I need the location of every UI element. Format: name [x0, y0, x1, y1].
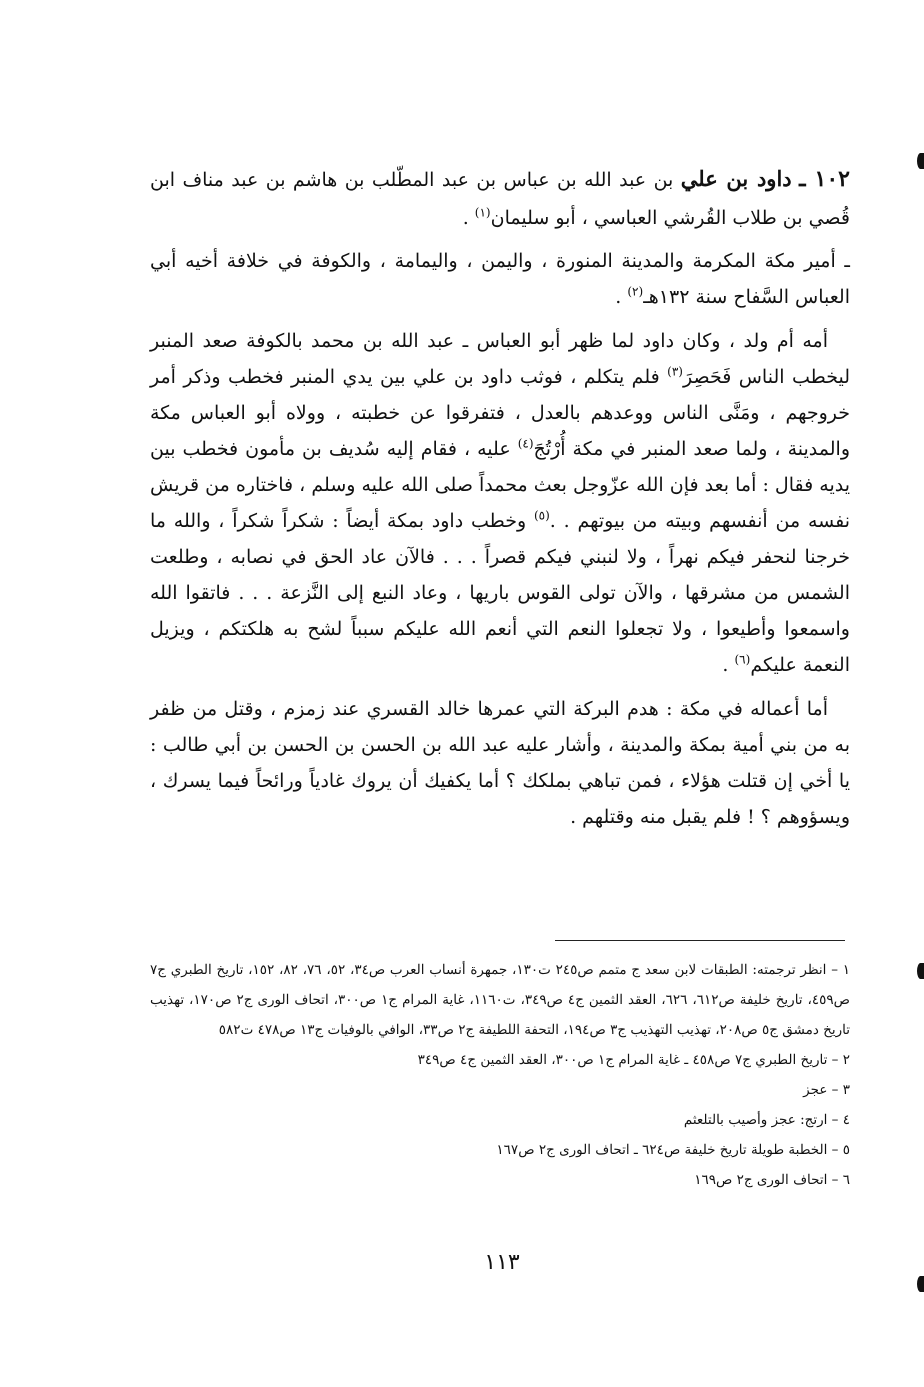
footnote-ref-2[interactable]: (٢)	[627, 284, 644, 299]
paragraph-governorship	[150, 243, 850, 315]
entry-heading	[150, 160, 850, 237]
footnote-3: ٣ – عجز	[803, 1082, 850, 1098]
paragraph-deeds-text: أما أعماله في مكة : هدم البركة التي عمرها خالد القسري عند زمزم ، وقتل من ظفر به من بني أمية بمكة والمدينة ، وأشار عليه عبد الله بن الحسن بن الحسن بن أبي طالب : يا أخي إن قتلت هؤلاء ، فمن تباهي بملكك ؟ أما يكفيك أن يروك غادياً ورائحاً فيما يسرك ، ويسؤوهم ؟ ! فلم يقبل منه وقتلهم .	[150, 698, 850, 828]
main-text	[150, 160, 850, 843]
entry-name: داود بن علي	[680, 166, 792, 191]
paragraph-governorship-text: ـ أمير مكة المكرمة والمدينة المنورة ، واليمن ، واليمامة ، والكوفة في خلافة أخيه أبي العباس السَّفاح سنة ١٣٢هـ	[150, 250, 850, 308]
footnote-1: ١ – انظر ترجمته: الطبقات لابن سعد ج متمم ص٢٤٥ ت١٣٠، جمهرة أنساب العرب ص٣٤، ٥٢، ٧٦، ٨٢، ١٥٢، تاريخ الطبري ج٧ ص٤٥٩، تاريخ خليفة ص٦١٢، ٦٢٦، العقد الثمين ج٤ ص٣٤٩، ت١١٦٠، غاية المرام ج١ ص٣٠٠، اتحاف الورى ج٢ ص١٧٠، تهذيب تاريخ دمشق ج٥ ص٢٠٨، تهذيب التهذيب ج٣ ص١٩٤، التحفة اللطيفة ج٢ ص٣٣، الوافي بالوفيات ج١٣ ص٤٧٨ ت٥٨٢	[150, 962, 850, 1038]
paragraph-biography	[150, 323, 850, 683]
footnote-5: ٥ – الخطبة طويلة تاريخ خليفة ص٦٢٤ ـ اتحاف الورى ج٢ ص١٦٧	[496, 1142, 850, 1158]
page-number: ١١٣	[484, 1250, 520, 1275]
paragraph-biography-part-c: عليه ، فقام إليه سُديف بن مأمون فخطب بين يديه فقال : أما بعد فإن الله عزّوجل بعث محمداً صلى الله عليه وسلم ، فاختاره من قريش نفسه من أنفسهم وبيته من بيوتهم . .	[150, 438, 850, 532]
entry-number: ١٠٢ ـ	[799, 166, 850, 192]
footnote-ref-5[interactable]: (٥)	[533, 508, 550, 523]
margin-mark-bottom	[917, 1276, 924, 1292]
paragraph-biography-part-a: أمه أم ولد ، وكان داود لما ظهر أبو العباس ـ عبد الله بن محمد بالكوفة صعد المنبر ليخطب الناس فَحَصِرَ	[150, 330, 850, 388]
footnote-ref-1[interactable]: (١)	[474, 205, 491, 220]
entry-lineage-end: .	[462, 207, 469, 229]
paragraph-governorship-end: .	[615, 286, 622, 308]
paragraph-biography-end: .	[722, 654, 729, 676]
paragraph-biography-part-d: وخطب داود بمكة أيضاً : شكراً شكراً ، والله ما خرجنا لنحفر فيكم نهراً ، ولا لنبني فيكم قصراً . . . فالآن عاد الحق في نصابه ، وطلعت الشمس من مشرقها ، والآن تولى القوس باريها ، وعاد النبع إلى النَّزعة . . . فاتقوا الله واسمعوا وأطيعوا ، ولا تجعلوا النعم التي أنعم الله عليكم سبباً لشح به هلكتكم ، ويزيل النعمة عليكم	[150, 510, 850, 676]
margin-mark-top	[917, 153, 924, 169]
paragraph-biography-part-b: فلم يتكلم ، فوثب داود بن علي بين يدي المنبر فخطب وذكر أمر خروجهم ، ومَنَّى الناس ووعدهم بالعدل ، فتفرقوا عن خطبته ، وولاه أبو العباس مكة والمدينة ، ولما صعد المنبر في مكة أُرْتُجَ	[150, 366, 850, 460]
footnote-divider	[555, 940, 845, 941]
margin-mark-middle	[917, 963, 924, 979]
footnote-6: ٦ – اتحاف الورى ج٢ ص١٦٩	[694, 1172, 850, 1188]
footnote-2: ٢ – تاريخ الطبري ج٧ ص٤٥٨ ـ غاية المرام ج١ ص٣٠٠، العقد الثمين ج٤ ص٣٤٩	[417, 1052, 850, 1068]
paragraph-deeds	[150, 691, 850, 835]
entry-lineage: بن عبد الله بن عباس بن عبد المطّلب بن هاشم بن عبد مناف ابن قُصي بن طلاب القُرشي العباسي ، أبو سليمان	[150, 169, 850, 229]
footnote-4: ٤ – ارتج: عجز وأصيب بالتلعثم	[683, 1112, 850, 1128]
footnote-ref-3[interactable]: (٣)	[667, 364, 683, 379]
footnote-ref-4[interactable]: (٤)	[517, 436, 534, 451]
footnote-ref-6[interactable]: (٦)	[734, 652, 751, 667]
footnotes	[150, 955, 850, 1195]
